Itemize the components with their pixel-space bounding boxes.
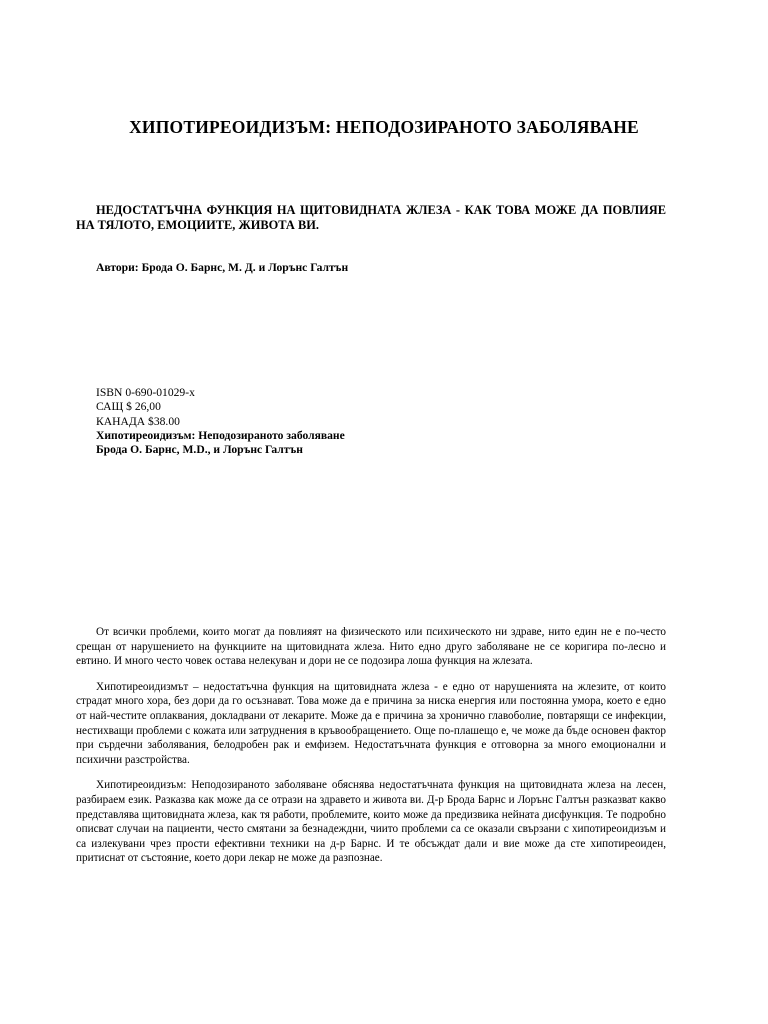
subtitle: НЕДОСТАТЪЧНА ФУНКЦИЯ НА ЩИТОВИДНАТА ЖЛЕЗА - КАК ТОВА МОЖЕ ДА ПОВЛИЯЕ НА ТЯЛОТО, ЕМОЦИИТЕ, ЖИВОТА ВИ.	[76, 203, 666, 232]
paragraph: Хипотиреоидизмът – недостатъчна функция на щитовидната жлеза - е едно от нарушенията на жлезите, от които страдат много хора, без дори да го осъзнават. Това може да е причина за ниска енергия или постоянна умора, което е едно от най-честите оплаквания, докладвани от лекарите. Може да е причина за хронично главоболие, повтарящи се инфекции, нестихващи проблеми с кожата или затруднения в кръвообращението. Още по-плашещо е, че може да бъде основен фактор при сърдечни заболявания, белодробен рак и емфизем. Недостатъчната функция е отговорна за много емоционални и психични разстройства.	[76, 680, 666, 766]
bibliographic-info	[96, 386, 345, 457]
paragraph: От всички проблеми, които могат да повлияят на физическото или психическото ни здраве, нито един не е по-често срещан от нарушението на функциите на щитовидната жлеза. Нито едно друго заболяване не се коригира по-лесно и евтино. И много често човек остава нелекуван и дори не се подозира лоша функция на жлезата.	[76, 626, 666, 668]
book-title: Хипотиреоидизъм: Неподозираното заболяване	[96, 428, 345, 442]
book-authors: Брода О. Барнс, M.D., и Лорънс Галтън	[96, 443, 303, 457]
isbn: ISBN 0-690-01029-x	[96, 386, 195, 399]
price-us: САЩ $ 26,00	[96, 400, 161, 414]
body-text	[76, 625, 666, 877]
page-title: ХИПОТИРЕОИДИЗЪМ: НЕПОДОЗИРАНОТО ЗАБОЛЯВАНЕ	[129, 117, 639, 137]
paragraph: Хипотиреоидизъм: Неподозираното заболяване обяснява недостатъчната функция на щитовидната жлеза на лесен, разбираем език. Разказва как може да се отрази на здравето и живота ви. Д-р Брода Барнс и Лорънс Галтън разказват какво представлява щитовидната жлеза, как тя работи, проблемите, които може да предизвика нейната дисфункция. Те подробно описват случаи на пациенти, често смятани за безнадеждни, чиито проблеми са се оказали свързани с хипотиреоидизъм и са излекувани чрез прости ефективни техники на д-р Барнс. И те обсъждат дали и вие може да сте хипотиреоиден, притиснат от състояние, което дори лекар не може да разпознае.	[76, 779, 666, 865]
authors-line: Автори: Брода О. Барнс, М. Д. и Лорънс Галтън	[96, 261, 349, 274]
price-canada: КАНАДА $38.00	[96, 414, 180, 428]
